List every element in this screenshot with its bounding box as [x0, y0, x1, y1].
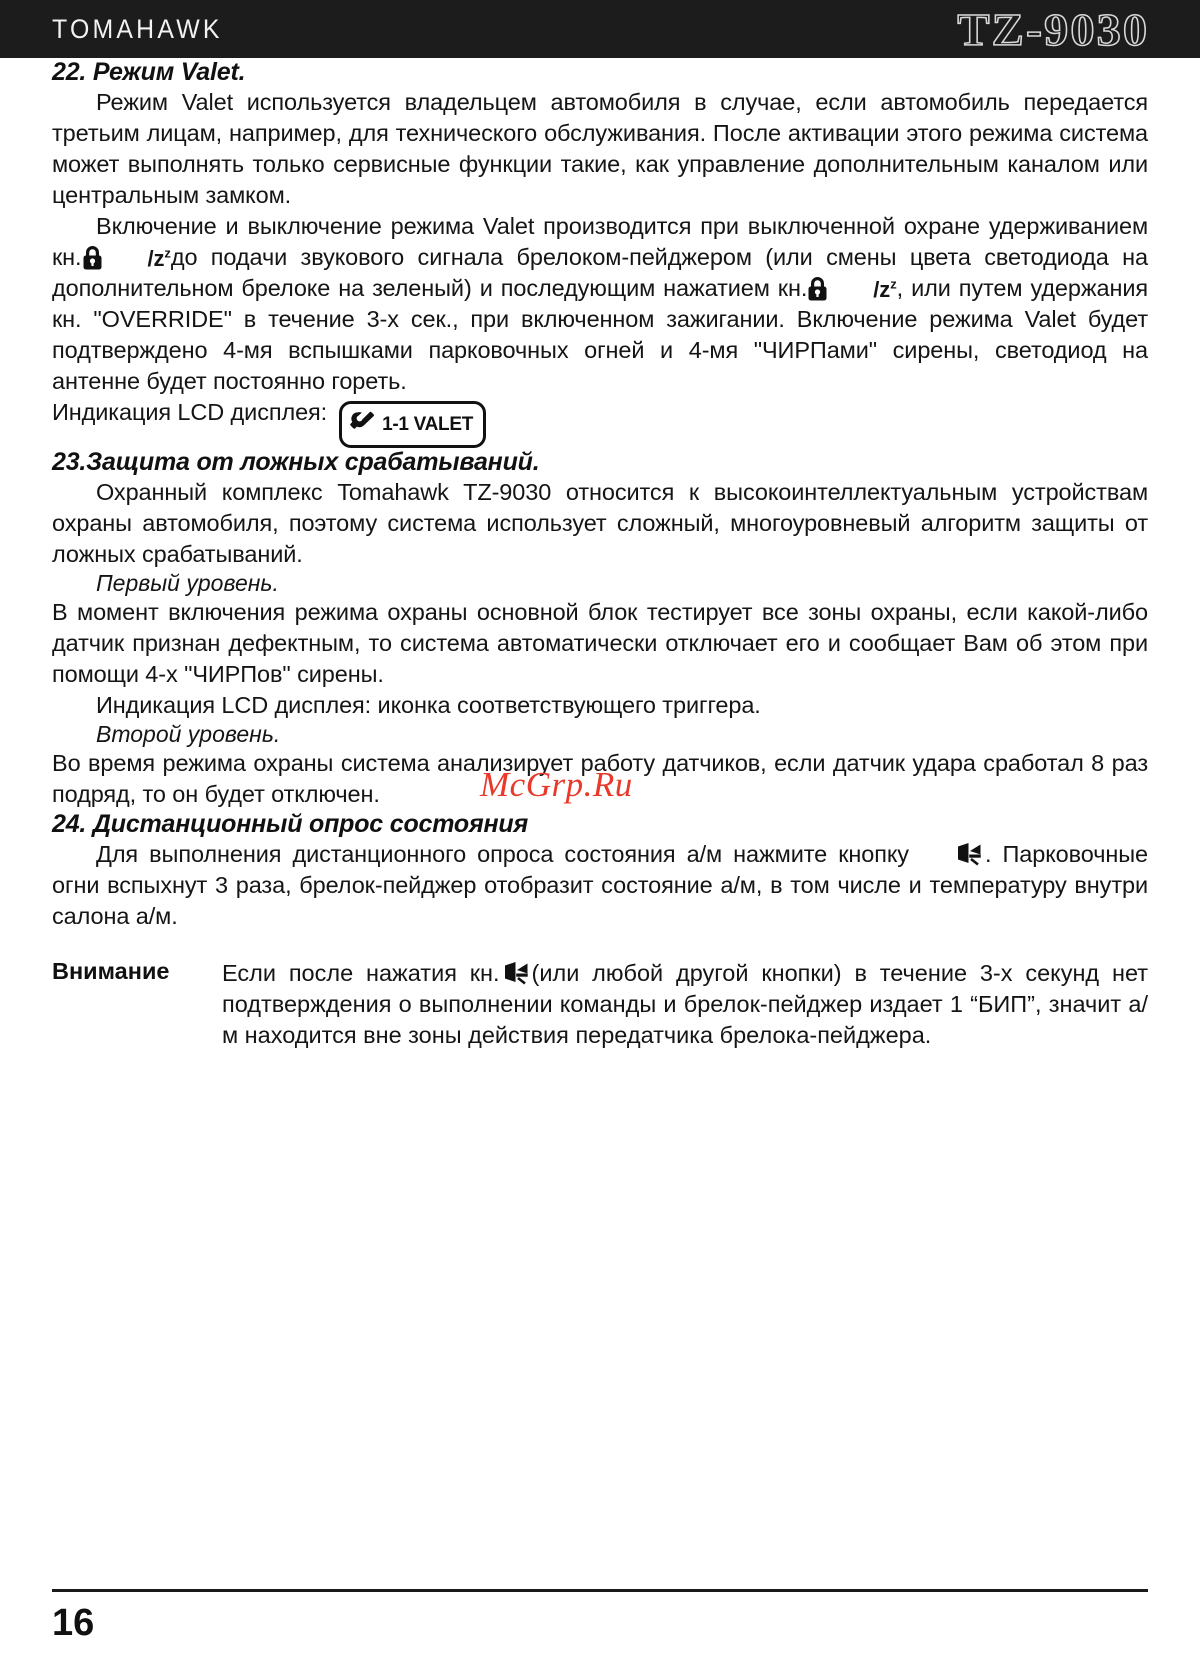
section-24-title: 24. Дистанционный опрос состояния: [52, 810, 529, 838]
level-two-label: Второй уровень.: [96, 721, 281, 747]
level-two-text: Во время режима охраны система анализирует работу датчиков, если датчик удара сработал 8 раз подряд, то он будет отключен.: [52, 750, 1148, 807]
section-22-title: 22. Режим Valet.: [52, 58, 246, 86]
status-request-button-icon: [912, 842, 982, 866]
status-request-button-icon-2: [503, 961, 529, 985]
attention-text-part-a: Если после нажатия кн.: [222, 960, 500, 986]
lock-sleep-suffix: $/z^z$: [147, 245, 171, 271]
lock-sleep-suffix-2: $/z^z$: [873, 276, 897, 302]
section-22-paragraph-2-part-a: Включение и выключение режима Valet производится при выключенной охране удерживанием кн.: [52, 213, 1148, 270]
wrench-icon: [350, 409, 376, 440]
level-one-text: В момент включения режима охраны основной блок тестирует все зоны охраны, если какой-либо датчик признан дефектным, то система автоматически отключает его и сообщает Вам об этом при помощи 4-х "ЧИРПов" сирены.: [52, 599, 1148, 687]
lock-sleep-button-icon-2: [807, 276, 896, 301]
section-22-lcd-indication: [52, 397, 1148, 448]
model-name: TZ-9030: [957, 3, 1150, 55]
lcd-valet-text: 1-1 VALET: [382, 414, 474, 435]
section-22-paragraph-2-part-b: до подачи звукового сигнала брелоком-пейджером (или смены цвета светодиода на дополнительном брелоке на зеленый) и последующим нажатием кн.: [52, 244, 1148, 301]
brand-logo: TOMAHAWK: [52, 13, 223, 44]
section-23-title: 23.Защита от ложных срабатываний.: [52, 448, 540, 476]
section-23-paragraph-1: Охранный комплекс Tomahawk TZ-9030 относится к высокоинтеллектуальным устройствам охраны автомобиля, поэтому система использует сложный, многоуровневый алгоритм защиты от ложных срабатываний.: [52, 479, 1148, 567]
section-24-paragraph-1-part-b: . Парковочные огни вспыхнут 3 раза, брелок-пейджер отобразит состояние а/м, в том числе и температуру внутри салона а/м.: [52, 841, 1148, 929]
section-23-lcd-line: Индикация LCD дисплея: иконка соответствующего триггера.: [96, 692, 761, 718]
lcd-valet-badge: [339, 401, 486, 448]
page-header: [0, 0, 1200, 58]
attention-block: [52, 958, 1148, 1051]
watermark: McGrp.Ru: [480, 765, 633, 804]
attention-text-part-b: (или любой другой кнопки) в течение 3-х секунд нет подтверждения о выполнении команды и брелок-пейджер издает 1 “БИП”, значит а/м находится вне зоны действия передатчика брелока-пейджера.: [222, 960, 1148, 1048]
level-one-label: Первый уровень.: [96, 570, 279, 596]
page-content: [0, 58, 1200, 1051]
lcd-indication-label: Индикация LCD дисплея:: [52, 399, 328, 425]
attention-text: [222, 958, 1148, 1051]
section-22-paragraph-2: [52, 211, 1148, 397]
page-footer: [0, 1589, 1200, 1671]
section-22-paragraph-2-part-c: , или путем удержания кн. "OVERRIDE" в течение 3-х сек., при включенном зажигании. Включение режима Valet будет подтверждено 4-мя вспышками парковочных огней и 4-мя "ЧИРПами" сирены, светодиод на антенне будет постоянно гореть.: [52, 275, 1148, 394]
lock-sleep-button-icon: [82, 245, 171, 270]
section-24-paragraph-1: [52, 839, 1148, 932]
section-24-paragraph-1-part-a: Для выполнения дистанционного опроса состояния а/м нажмите кнопку: [96, 841, 909, 867]
attention-label: Внимание: [52, 958, 170, 984]
page-number: 16: [52, 1602, 95, 1644]
section-22-paragraph-1: Режим Valet используется владельцем автомобиля в случае, если автомобиль передается третьим лицам, например, для технического обслуживания. После активации этого режима система может выполнять только сервисные функции такие, как управление дополнительным каналом или центральным замком.: [52, 89, 1148, 208]
